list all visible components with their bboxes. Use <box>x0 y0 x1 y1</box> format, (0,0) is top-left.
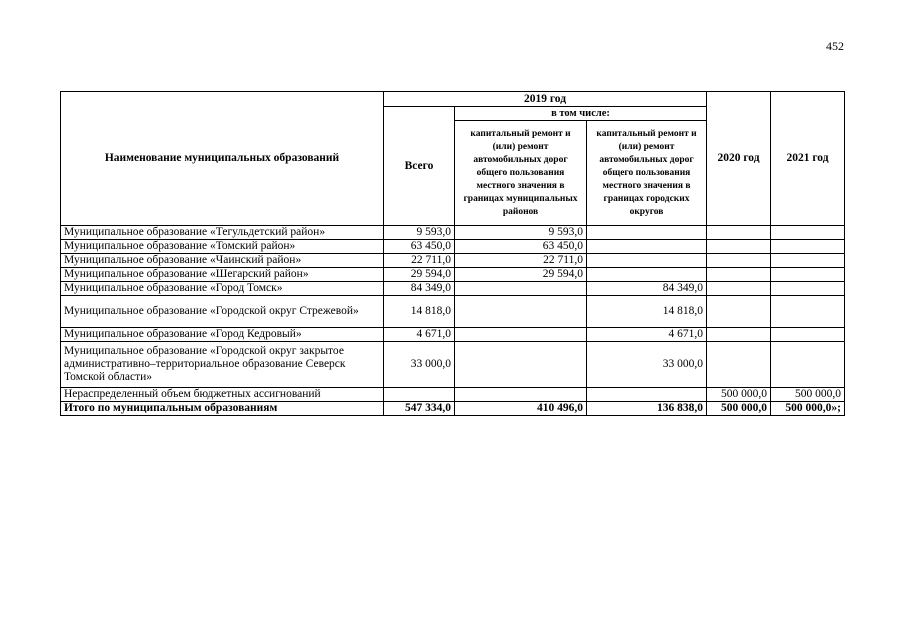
row-total: 22 711,0 <box>384 254 455 268</box>
row-name: Муниципальное образование «Городской округ Стрежевой» <box>61 296 384 328</box>
header-cities: капитальный ремонт и (или) ремонт автомобильных дорог общего пользования местного значения в границах городских округов <box>587 121 707 226</box>
row-name: Муниципальное образование «Шегарский район» <box>61 268 384 282</box>
row-cities <box>587 226 707 240</box>
total-row <box>61 402 845 416</box>
row-districts: 22 711,0 <box>455 254 587 268</box>
row-2021 <box>771 296 845 328</box>
header-total: Всего <box>384 107 455 226</box>
row-2021: 500 000,0 <box>771 388 845 402</box>
row-districts <box>455 296 587 328</box>
row-name: Нераспределенный объем бюджетных ассигнований <box>61 388 384 402</box>
row-cities <box>587 388 707 402</box>
table-row <box>61 226 845 240</box>
table-row <box>61 282 845 296</box>
row-total: 9 593,0 <box>384 226 455 240</box>
table-row <box>61 268 845 282</box>
total-2020: 500 000,0 <box>707 402 771 416</box>
budget-table <box>60 91 845 416</box>
row-total: 33 000,0 <box>384 342 455 388</box>
row-cities <box>587 240 707 254</box>
header-year-2021: 2021 год <box>771 92 845 226</box>
header-year-2020: 2020 год <box>707 92 771 226</box>
row-cities <box>587 254 707 268</box>
row-districts: 29 594,0 <box>455 268 587 282</box>
row-cities: 84 349,0 <box>587 282 707 296</box>
row-total: 4 671,0 <box>384 328 455 342</box>
row-districts <box>455 282 587 296</box>
total-name: Итого по муниципальным образованиям <box>61 402 384 416</box>
row-name: Муниципальное образование «Томский район» <box>61 240 384 254</box>
table-row <box>61 328 845 342</box>
row-2020: 500 000,0 <box>707 388 771 402</box>
table-row <box>61 240 845 254</box>
row-cities <box>587 268 707 282</box>
row-2021 <box>771 254 845 268</box>
row-2020 <box>707 254 771 268</box>
total-cities: 136 838,0 <box>587 402 707 416</box>
row-total: 29 594,0 <box>384 268 455 282</box>
table-body <box>61 226 845 416</box>
row-2020 <box>707 226 771 240</box>
total-total: 547 334,0 <box>384 402 455 416</box>
row-name: Муниципальное образование «Город Томск» <box>61 282 384 296</box>
row-total: 14 818,0 <box>384 296 455 328</box>
row-name: Муниципальное образование «Городской округ закрытое административно–территориальное образование Северск Томской области» <box>61 342 384 388</box>
table-row <box>61 296 845 328</box>
header-districts: капитальный ремонт и (или) ремонт автомобильных дорог общего пользования местного значения в границах муниципальных районов <box>455 121 587 226</box>
row-districts <box>455 328 587 342</box>
header-name: Наименование муниципальных образований <box>61 92 384 226</box>
row-cities: 4 671,0 <box>587 328 707 342</box>
total-2021: 500 000,0»; <box>771 402 845 416</box>
row-2020 <box>707 328 771 342</box>
table-header <box>61 92 845 226</box>
row-total <box>384 388 455 402</box>
row-2020 <box>707 282 771 296</box>
row-2020 <box>707 268 771 282</box>
page-number: 452 <box>826 39 844 53</box>
table-row <box>61 254 845 268</box>
row-name: Муниципальное образование «Чаинский район» <box>61 254 384 268</box>
row-2021 <box>771 268 845 282</box>
row-2021 <box>771 328 845 342</box>
row-total: 84 349,0 <box>384 282 455 296</box>
row-2020 <box>707 240 771 254</box>
row-districts: 9 593,0 <box>455 226 587 240</box>
row-2021 <box>771 342 845 388</box>
row-districts <box>455 342 587 388</box>
row-2021 <box>771 240 845 254</box>
row-districts <box>455 388 587 402</box>
row-name: Муниципальное образование «Тегульдетский район» <box>61 226 384 240</box>
header-year-2019: 2019 год <box>384 92 707 107</box>
table-row <box>61 342 845 388</box>
row-total: 63 450,0 <box>384 240 455 254</box>
header-including: в том числе: <box>455 107 707 121</box>
total-districts: 410 496,0 <box>455 402 587 416</box>
row-2021 <box>771 282 845 296</box>
row-2020 <box>707 296 771 328</box>
row-name: Муниципальное образование «Город Кедровый» <box>61 328 384 342</box>
row-cities: 33 000,0 <box>587 342 707 388</box>
row-2020 <box>707 342 771 388</box>
row-districts: 63 450,0 <box>455 240 587 254</box>
row-cities: 14 818,0 <box>587 296 707 328</box>
table-row <box>61 388 845 402</box>
row-2021 <box>771 226 845 240</box>
